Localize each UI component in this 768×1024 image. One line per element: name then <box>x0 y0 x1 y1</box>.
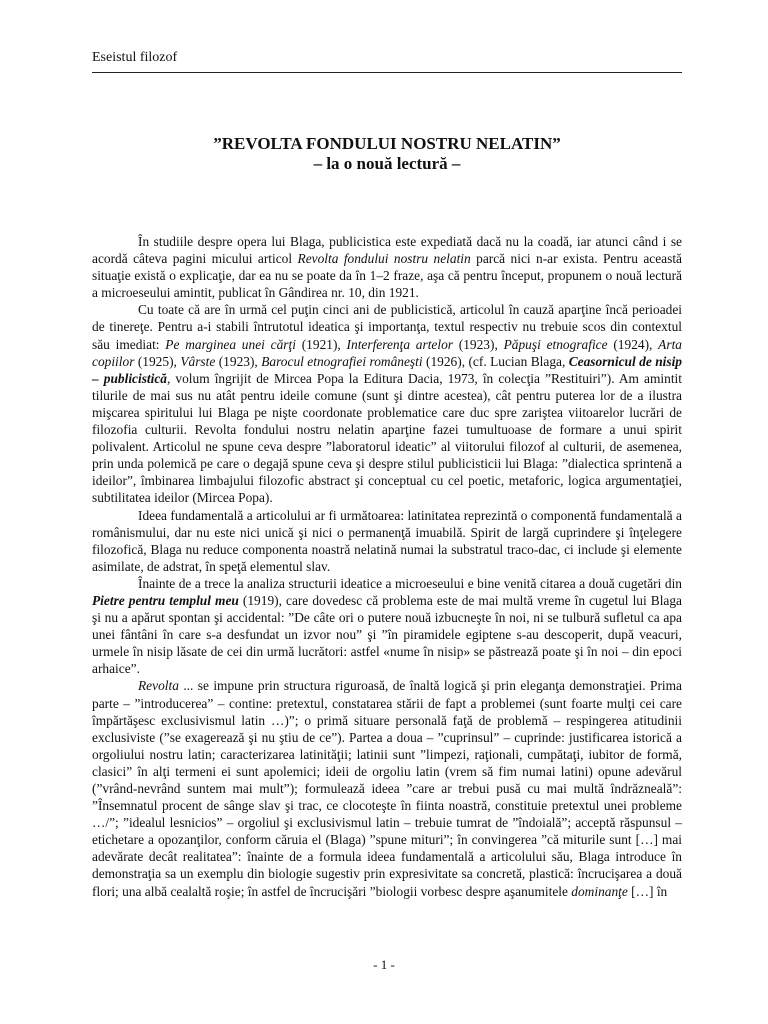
text-run: (1925), <box>134 353 181 369</box>
text-run: (1919), care dovedesc că problema este de mai multă vreme în cugetul lui Blaga şi nu a apărut spontan şi accidental: ”De câte ori o putere nouă izbucneşte în noi, ni se tulbură sufletul ca apa unei fântâni în care s-a desfundat un izvor nou” şi ”în piramidele egiptene s-au descoperit, după veacuri, urmele în nisip lăsate de cei din urmă lucrători: astfel «nume în nisip» se păstrează poate şi în noi – din epoci arhaice”. <box>92 592 682 677</box>
title-block <box>92 134 682 174</box>
text-run: parcă nici n-ar exista. Pentru această situaţie există o explicaţie, dar ea nu se poate da în 1–2 fraze, aşa că pentru început, propunem o nouă lectură a microeseului amintit, publicat în Gândirea nr. 10, din 1921. <box>92 251 682 301</box>
page-number: - 1 - <box>373 957 395 972</box>
body-paragraph <box>92 507 682 575</box>
article-title: ”REVOLTA FONDULUI NOSTRU NELATIN” <box>213 134 561 153</box>
text-run: Cu toate că are în urmă cel puţin cinci ani de publicistică, articolul în cauză aparţine încă perioadei de tinereţe. Pentru a-i stabili întrutotul ideatica şi importanţa, textul respectiv nu trebuie scos din contextul său imediat: <box>92 302 682 352</box>
body-paragraph <box>92 575 682 678</box>
text-run: ... se impune prin structura riguroasă, de înaltă logică şi prin eleganţa demonstraţiei. Prima parte – ”introducerea” – contine: pretextul, constatarea stării de fapt a problemei (sunt foarte mulţi cei care împărtăşesc exclusivismul latin …)”; o primă situare personală faţă de problemă – respingerea atitudinii exclusiviste (”se exagerează şi nu ştiu de ce”). Partea a doua – ”cuprinsul” – cuprinde: justificarea istorică a orgoliului nostru latin; caracterizarea latinităţii; latinii sunt ”limpezi, raţionali, cumpătaţi, iubitor de formă, clasici” în alţi termeni ei sunt apolemici; ideii de orgoliu latin (vrem să fim numai latini) opune adevărul (”vrând-nevrând suntem mai mult”); formulează ideea ”care ar trebui pusă cu mai multă îndrăzneală”: ”Însemnatul procent de sânge slav şi trac, ce clocoteşte în fiinta noastră, constituie pretextul unei probleme …/”; ”idealul lesnicios” – orgoliul şi exclusivismul latin – trebuie tumrat de ”îndoială”; acceptă răspunsul – etichetare a opozanţilor, conform căruia el (Blaga) ”spune mituri”; în convingerea ”că miturile sunt […] mai adevărate decât realitatea”: înainte de a formula ideea fundamentală a articolului său, Blaga introduce în demonstraţia sa un exemplu din biologie sugestiv prin expresivitate sa concretă, plastică: încrucişarea a două flori; una albă cealaltă roşie; în astfel de încrucişări ”biologii vorbesc despre aşanumitele <box>92 678 682 899</box>
article-subtitle: – la o nouă lectură – <box>313 154 461 173</box>
text-run: (1924), <box>607 336 659 352</box>
body-paragraph <box>92 233 682 301</box>
emphasized-text: Ceasornicul de nisip – publicistică <box>92 353 682 386</box>
body-paragraph <box>92 677 682 899</box>
text-run: (1921), <box>295 336 347 352</box>
emphasized-text: Revolta <box>138 678 179 694</box>
emphasized-text: Vârste <box>180 353 216 369</box>
emphasized-text: Interferenţa artelor <box>346 336 453 352</box>
text-run: (1923), <box>215 353 262 369</box>
text-run: (1923), <box>452 336 504 352</box>
text-run: , volum îngrijit de Mircea Popa la Editura Dacia, 1973, în colecţia ”Restituiri”). Am amintit tilurile de mai sus nu atât pentru ideile comune (sunt şi dintre acestea), cât pentru puterea lor de a ilustra mişcarea spiritului lui Blaga pe nişte coordonate problematice care duc spre zariştea viitoarelor lucrări de filozofia culturii. Revolta fondului nostru nelatin aparţine fazei tumultuoase de formare a unui spirit polivalent. Articolul ne spune ceva despre ”laboratorul ideatic” al viitorului filozof al culturii, de asemenea, prin unda polemică pe care o degajă spune ceva şi despre stilul publicisticii lui Blaga: ”dialectica sprintenă a ideilor”, îmbinarea limbajului filozofic abstract şi conceptual cu cel poetic, metaforic, logica argumentaţiei, subtilitatea ideilor (Mircea Popa). <box>92 370 682 506</box>
emphasized-text: Barocul etnografiei româneşti <box>261 353 423 369</box>
text-run: […] în <box>627 883 668 899</box>
emphasized-text: dominanţe <box>571 883 628 899</box>
text-run: În studiile despre opera lui Blaga, publicistica este expediată dacă nu la coadă, iar atunci când i se acordă câteva pagini micului articol <box>92 234 682 267</box>
text-run: Ideea fundamentală a articolului ar fi următoarea: latinitatea reprezintă o componentă fundamentală a românismului, dar nu este nici unică şi nici o permanenţă imuabilă. Spirit de largă cuprindere şi înţelegere filozofică, Blaga nu reduce componenta noastră nelatină numai la substratul traco-dac, ci include şi elemente asimilate, de adstrat, în speţă elementul slav. <box>92 507 682 574</box>
emphasized-text: Păpuşi etnografice <box>503 336 608 352</box>
article-body <box>92 233 682 900</box>
text-run: (1926), (cf. Lucian Blaga, <box>422 353 569 369</box>
emphasized-text: Revolta fondului nostru nelatin <box>297 251 471 267</box>
body-paragraph <box>92 301 682 506</box>
header-rule <box>92 72 682 73</box>
text-run: Înainte de a trece la analiza structurii ideatice a microeseului e bine venită citarea a două cugetări din <box>138 575 682 591</box>
running-head: Eseistul filozof <box>92 50 178 65</box>
emphasized-text: Arta copiilor <box>92 336 682 369</box>
emphasized-text: Pietre pentru templul meu <box>92 592 239 608</box>
emphasized-text: Pe marginea unei cărţi <box>165 336 296 352</box>
